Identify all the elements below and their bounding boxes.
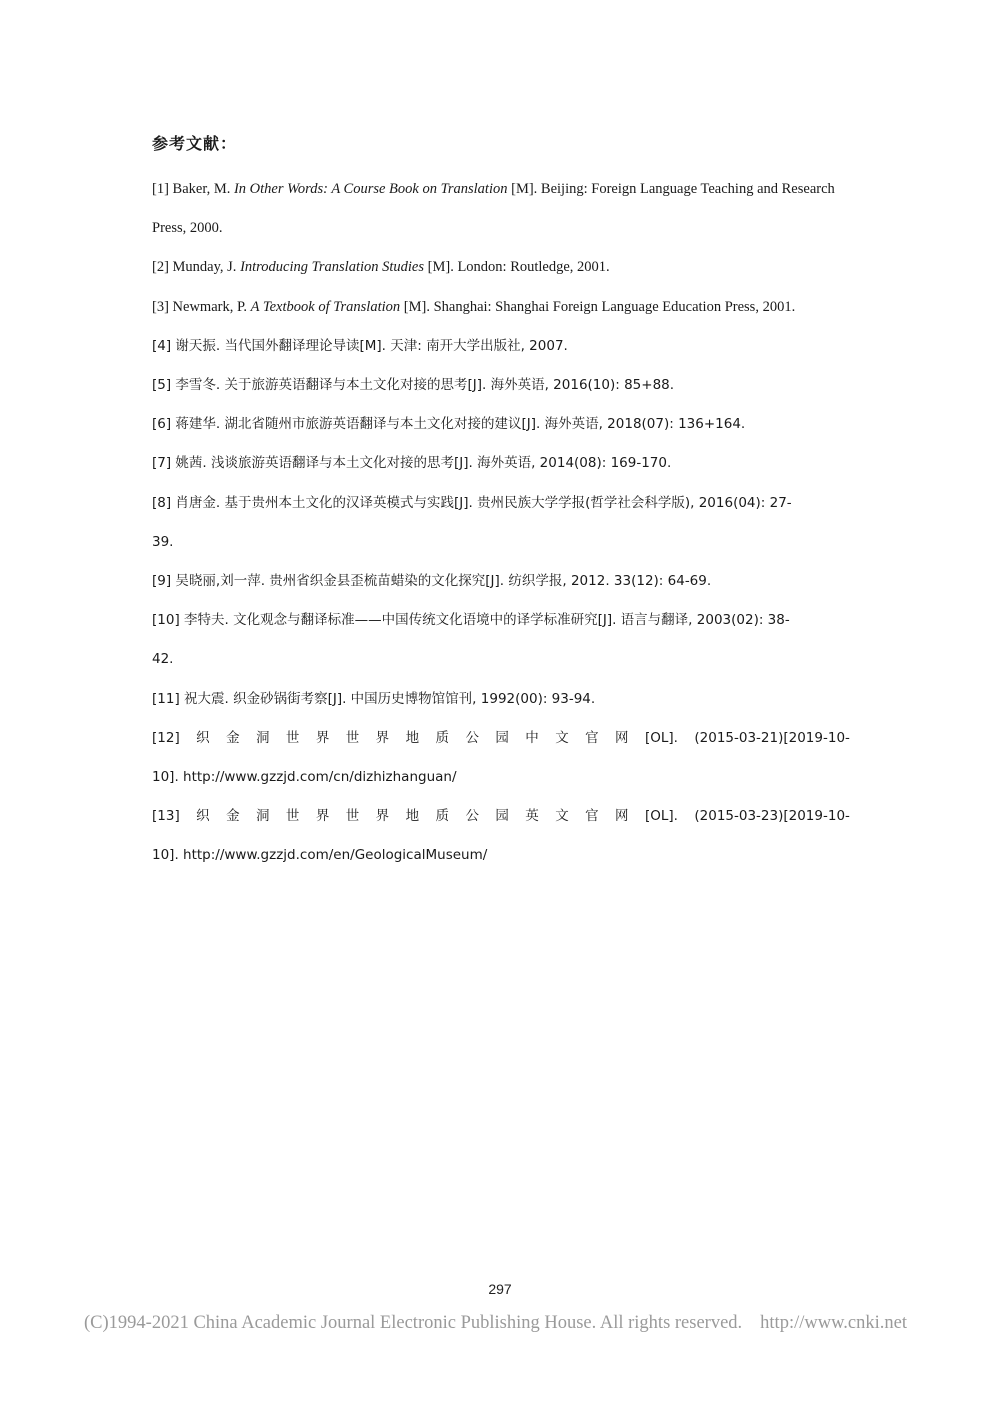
reference-9: [9] 吴晓丽,刘一萍. 贵州省织金县歪梳苗蜡染的文化探究[J]. 纺织学报, 2012. 33(12): 64-69. xyxy=(152,573,712,590)
reference-13-part: 界 xyxy=(315,808,330,825)
reference-4: [4] 谢天振. 当代国外翻译理论导读[M]. 天津: 南开大学出版社, 2007. xyxy=(152,337,568,354)
reference-11: [11] 祝大震. 织金砂锅街考察[J]. 中国历史博物馆馆刊, 1992(00): 93-94. xyxy=(152,690,596,707)
reference-12-part: 质 xyxy=(435,729,450,746)
reference-3-prefix: [3] Newmark, P. xyxy=(152,298,251,315)
reference-13-part: 质 xyxy=(435,808,450,825)
reference-13-part: 网 xyxy=(615,808,629,825)
reference-13-part: 织 xyxy=(196,808,210,825)
reference-1-prefix: [1] Baker, M. xyxy=(152,181,234,197)
reference-12-part: 世 xyxy=(285,729,300,746)
reference-2 xyxy=(152,248,850,287)
reference-12-part: 金 xyxy=(226,729,240,746)
reference-2-suffix: [M]. London: Routledge, 2001. xyxy=(424,259,610,276)
reference-13-part: 英 xyxy=(525,808,539,825)
reference-12-part: 网 xyxy=(615,729,629,746)
reference-1-title: In Other Words: A Course Book on Translation xyxy=(233,181,508,197)
reference-12-part: [12] xyxy=(152,729,180,746)
reference-1-suffix: [M]. Beijing: Foreign Language Teaching and Research xyxy=(507,181,835,197)
reference-13 xyxy=(152,797,850,836)
reference-2-title: Introducing Translation Studies xyxy=(240,259,425,276)
reference-13-part: 洞 xyxy=(255,808,270,825)
reference-12 xyxy=(152,719,850,758)
reference-13-part: 园 xyxy=(495,808,509,825)
cnki-url: http://www.cnki.net xyxy=(760,1313,907,1333)
reference-12-part: 织 xyxy=(196,729,210,746)
reference-list xyxy=(152,170,850,876)
reference-12-part: 公 xyxy=(465,729,479,746)
reference-12-part: 中 xyxy=(525,729,539,746)
reference-13-part: [OL]. xyxy=(644,808,678,825)
references-heading: 参考文献： xyxy=(152,134,238,153)
reference-12-continuation: 10]. http://www.gzzjd.com/cn/dizhizhanguan/ xyxy=(152,769,457,786)
reference-8-continuation: 39. xyxy=(152,533,174,550)
reference-2-prefix: [2] Munday, J. xyxy=(152,259,241,276)
reference-13-part: 世 xyxy=(285,808,300,825)
copyright-footer xyxy=(84,1313,907,1334)
reference-12-part: 文 xyxy=(555,729,569,746)
reference-13-part: 金 xyxy=(226,808,240,825)
reference-12-part: 界 xyxy=(375,729,390,746)
reference-12-part: [OL]. xyxy=(644,729,678,746)
reference-12-part: (2015-03-21)[2019-10- xyxy=(694,729,850,746)
reference-12-part: 界 xyxy=(315,729,330,746)
reference-1-continuation: Press, 2000. xyxy=(152,220,223,237)
reference-13-part: (2015-03-23)[2019-10- xyxy=(694,808,850,825)
reference-13-continuation: 10]. http://www.gzzjd.com/en/GeologicalMuseum/ xyxy=(152,847,488,864)
reference-13-part: 地 xyxy=(405,808,420,825)
reference-13-part: 公 xyxy=(465,808,479,825)
reference-13-part: 世 xyxy=(345,808,360,825)
reference-10-continuation: 42. xyxy=(152,651,174,668)
reference-6: [6] 蒋建华. 湖北省随州市旅游英语翻译与本土文化对接的建议[J]. 海外英语, 2018(07): 136+164. xyxy=(152,416,746,433)
reference-13-part: 文 xyxy=(555,808,569,825)
reference-1 xyxy=(152,170,850,209)
page-number: 297 xyxy=(488,1281,512,1297)
reference-13-part: 官 xyxy=(585,808,599,825)
reference-12-part: 园 xyxy=(495,729,509,746)
reference-12-part: 官 xyxy=(585,729,599,746)
reference-7: [7] 姚茜. 浅谈旅游英语翻译与本土文化对接的思考[J]. 海外英语, 2014(08): 169-170. xyxy=(152,455,672,472)
reference-12-part: 地 xyxy=(405,729,420,746)
reference-13-part: 界 xyxy=(375,808,390,825)
reference-13-part: [13] xyxy=(152,808,180,825)
reference-5: [5] 李雪冬. 关于旅游英语翻译与本土文化对接的思考[J]. 海外英语, 2016(10): 85+88. xyxy=(152,377,675,394)
reference-3 xyxy=(152,288,850,327)
copyright-text: (C)1994-2021 China Academic Journal Electronic Publishing House. All rights reserved. xyxy=(84,1313,743,1333)
reference-10: [10] 李特夫. 文化观念与翻译标准——中国传统文化语境中的译学标准研究[J]. 语言与翻译, 2003(02): 38- xyxy=(152,612,790,629)
reference-12-part: 世 xyxy=(345,729,360,746)
reference-12-part: 洞 xyxy=(255,729,270,746)
reference-3-title: A Textbook of Translation xyxy=(250,298,401,315)
reference-3-suffix: [M]. Shanghai: Shanghai Foreign Language Education Press, 2001. xyxy=(400,298,796,315)
reference-8: [8] 肖唐金. 基于贵州本土文化的汉译英模式与实践[J]. 贵州民族大学学报(哲学社会科学版), 2016(04): 27- xyxy=(152,494,792,511)
